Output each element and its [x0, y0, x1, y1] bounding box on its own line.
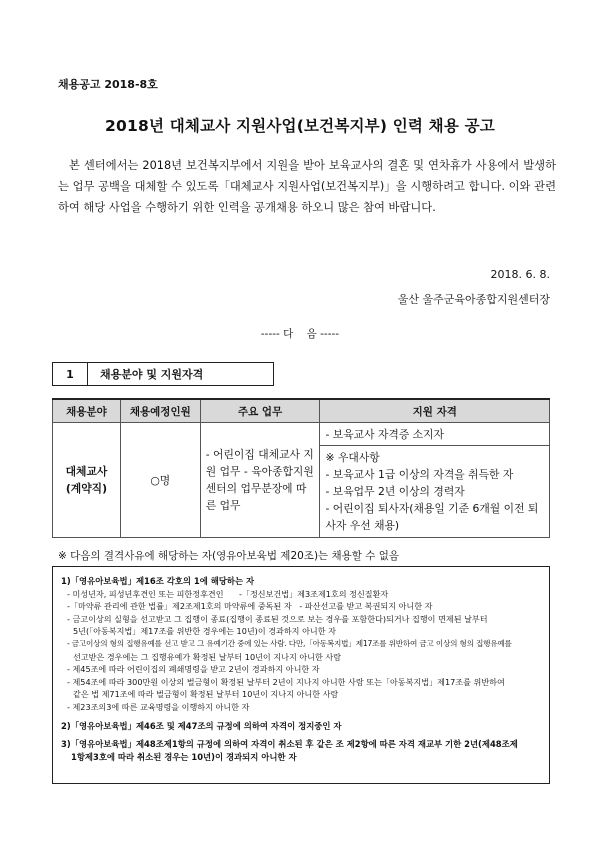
field-cell: [53, 423, 121, 538]
header-qualifications: 지원 자격: [320, 399, 550, 423]
issuer: 울산 울주군육아종합지원센터장: [397, 293, 550, 306]
preferred-title: ※ 우대사항: [325, 451, 380, 464]
recruitment-table: [52, 398, 550, 538]
disq-item: 5년(「아동복지법」제17조를 위반한 경우에는 10년)이 경과하지 아니한 자: [73, 626, 336, 637]
disq-item: - 제23조의3에 따른 교육명령을 이행하지 아니한 자: [67, 701, 250, 712]
notice-number: 채용공고 2018-8호: [58, 78, 158, 91]
below-heading: ----- 다 음 -----: [260, 328, 340, 340]
preferred-item: - 보육업무 2년 이상의 경력자: [325, 485, 465, 498]
disq-section-3-line2: 1항제3호에 따라 취소된 경우는 10년)이 경과되지 아니한 자: [71, 751, 297, 762]
disq-item: 선고받은 경우에는 그 집행유예가 확정된 날부터 10년이 지나지 아니한 사람: [73, 651, 342, 662]
header-headcount: 채용예정인원: [120, 399, 200, 423]
disq-section-1-list: [61, 588, 539, 714]
disq-section-1-title: 1)「영유아보육법」제16조 각호의 1에 해당하는 자: [61, 576, 255, 586]
disq-section-3-line1: 3)「영유아보육법」제48조제1항의 규정에 의하여 자격이 취소된 후 같은 조 제2항에 따른 자격 재교부 기한 2년(제48조제: [61, 739, 518, 750]
header-field: 채용분야: [53, 399, 121, 423]
duties-cell: - 어린이집 대체교사 지원 업무 - 육아종합지원센터의 업무분장에 따른 업무: [200, 423, 320, 538]
qual-preferred: [320, 446, 550, 538]
disqualification-note: ※ 다음의 결격사유에 해당하는 자(영유아보육법 제20조)는 채용할 수 없음: [58, 550, 400, 562]
section-1-heading: [52, 362, 274, 386]
notice-date: 2018. 6. 8.: [490, 268, 550, 281]
disq-item: - 미성년자, 피성년후견인 또는 피한정후견인 -「정신보건법」제3조제1호의 정신질환자: [67, 588, 389, 599]
preferred-item: - 보육교사 1급 이상의 자격을 취득한 자: [325, 468, 514, 481]
headcount-cell: ○명: [120, 423, 200, 538]
intro-paragraph: [58, 155, 556, 218]
disq-item: - 제54조에 따라 300만원 이상의 벌금형이 확정된 날부터 2년이 지나지 아니한 사람 또는「아동복지법」제17조를 위반하여: [67, 676, 505, 687]
header-duties: 주요 업무: [200, 399, 320, 423]
page-title: 2018년 대체교사 지원사업(보건복지부) 인력 채용 공고: [105, 117, 495, 135]
section-title: 채용분야 및 지원자격: [100, 368, 204, 381]
field-type: (계약직): [65, 482, 108, 495]
disq-item: 같은 법 제71조에 따라 벌금형이 확정된 날부터 10년이 지나지 아니한 사람: [73, 689, 339, 700]
section-number: 1: [53, 363, 88, 385]
disq-item: - 금고이상의 형의 집행유예를 선고 받고 그 유예기간 중에 있는 사람. 다만,「아동복지법」제17조를 위반하여 금고 이상의 형의 집행유예를: [67, 638, 512, 648]
field-name: 대체교사: [65, 465, 108, 478]
intro-text: 본 센터에서는 2018년 보건복지부에서 지원을 받아 보육교사의 결혼 및 연차휴가 사용에서 발생하는 업무 공백을 대체할 수 있도록「대체교사 지원사업(보건복지부)」을 시행하려고 합니다. 이와 관련하여 해당 사업을 수행하기 위한 인력을 공개채용 하오니 많은 참여 바랍니다.: [58, 159, 556, 214]
qual-required: - 보육교사 자격증 소지자: [320, 423, 550, 446]
disq-item: - 금고이상의 실형을 선고받고 그 집행이 종료(집행이 종료된 것으로 보는 경우를 포함한다)되거나 집행이 면제된 날부터: [67, 613, 488, 624]
preferred-item: - 어린이집 퇴사자(채용일 기준 6개월 이전 퇴사자 우선 채용): [325, 502, 539, 532]
disqualification-box: [52, 566, 550, 784]
disq-item: - 제45조에 따라 어린이집의 폐쇄명령을 받고 2년이 경과하지 아니한 자: [67, 664, 320, 675]
disq-item: -「마약류 관리에 관한 법률」제2조제1호의 마약류에 중독된 자 - 파산선고를 받고 복권되지 아니한 자: [67, 601, 433, 612]
disq-section-2-title: 2)「영유아보육법」제46조 및 제47조의 규정에 의하여 자격이 정지중인 자: [61, 720, 342, 731]
